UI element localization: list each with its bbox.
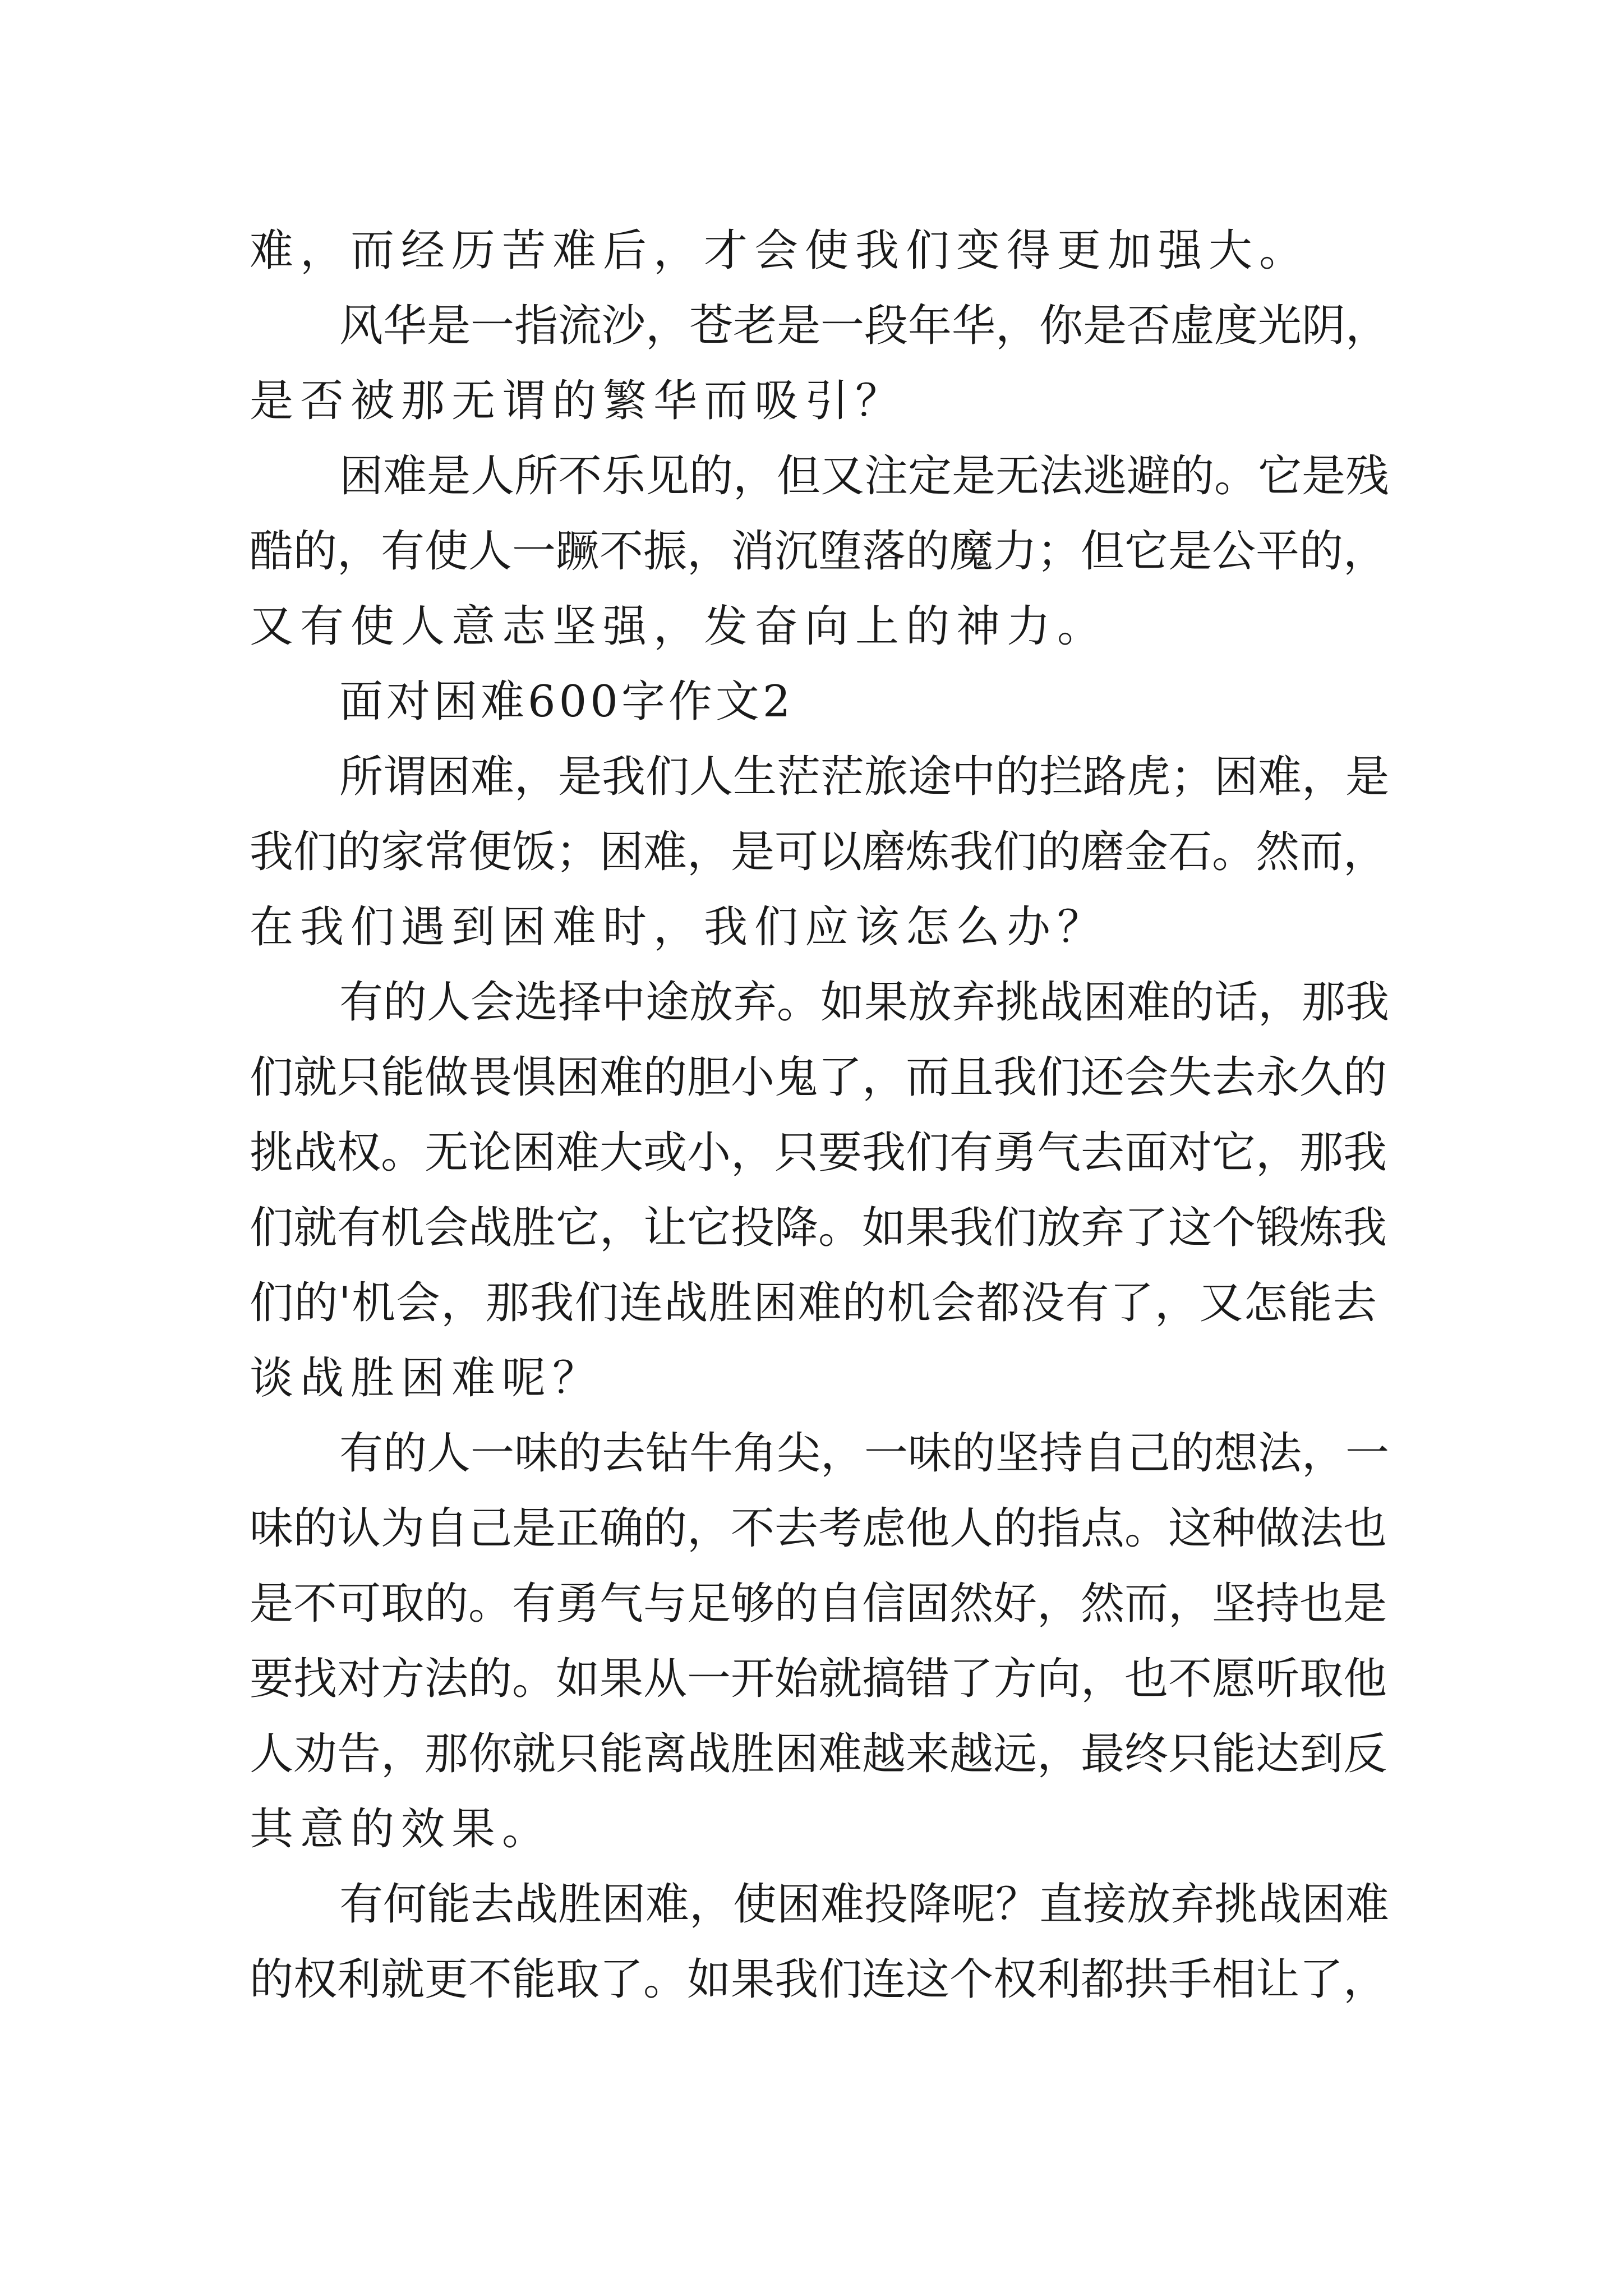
paragraph-start-line: 有的人会选择中途放弃。如果放弃挑战困难的话，那我: [339, 977, 1390, 1028]
paragraph-start-line: 所谓困难，是我们人生茫茫旅途中的拦路虎；困难，是: [339, 752, 1390, 802]
text-line: 们就有机会战胜它，让它投降。如果我们放弃了这个锻炼我: [250, 1203, 1387, 1253]
paragraph-start-line: 困难是人所不乐见的，但又注定是无法逃避的。它是残: [339, 451, 1390, 501]
essay-heading: 面对困难600字作文2: [339, 677, 794, 727]
text-line: 的权利就更不能取了。如果我们连这个权利都拱手相让了，: [250, 1954, 1387, 2005]
paragraph-start-line: 风华是一指流沙，苍老是一段年华，你是否虚度光阴，: [339, 301, 1390, 351]
text-line: 其意的效果。: [250, 1804, 553, 1855]
text-line: 在我们遇到困难时，我们应该怎么办？: [250, 902, 1108, 953]
text-line: 又有使人意志坚强，发奋向上的神力。: [250, 601, 1108, 652]
text-line: 味的认为自己是正确的，不去考虑他人的指点。这种做法也: [250, 1503, 1387, 1554]
text-line: 们就只能做畏惧困难的胆小鬼了，而且我们还会失去永久的: [250, 1052, 1387, 1103]
text-line: 难，而经历苦难后，才会使我们变得更加强大。: [250, 226, 1310, 276]
text-line: 挑战权。无论困难大或小，只要我们有勇气去面对它，那我: [250, 1128, 1387, 1178]
text-line: 是否被那无谓的繁华而吸引？: [250, 376, 906, 426]
text-line: 谈战胜困难呢？: [250, 1353, 603, 1404]
text-line: 要找对方法的。如果从一开始就搞错了方向，也不愿听取他: [250, 1654, 1387, 1704]
text-line: 是不可取的。有勇气与足够的自信固然好，然而，坚持也是: [250, 1579, 1387, 1629]
paragraph-start-line: 有何能去战胜困难，使困难投降呢？直接放弃挑战困难: [339, 1879, 1390, 1930]
text-line: 酷的，有使人一蹶不振，消沉堕落的魔力；但它是公平的，: [250, 526, 1387, 577]
text-line: 们的'机会，那我们连战胜困难的机会都没有了，又怎能去: [250, 1278, 1377, 1328]
paragraph-start-line: 有的人一味的去钻牛角尖，一味的坚持自己的想法，一: [339, 1428, 1390, 1479]
text-line: 人劝告，那你就只能离战胜困难越来越远，最终只能达到反: [250, 1729, 1387, 1779]
text-line: 我们的家常便饭；困难，是可以磨炼我们的磨金石。然而，: [250, 827, 1387, 877]
